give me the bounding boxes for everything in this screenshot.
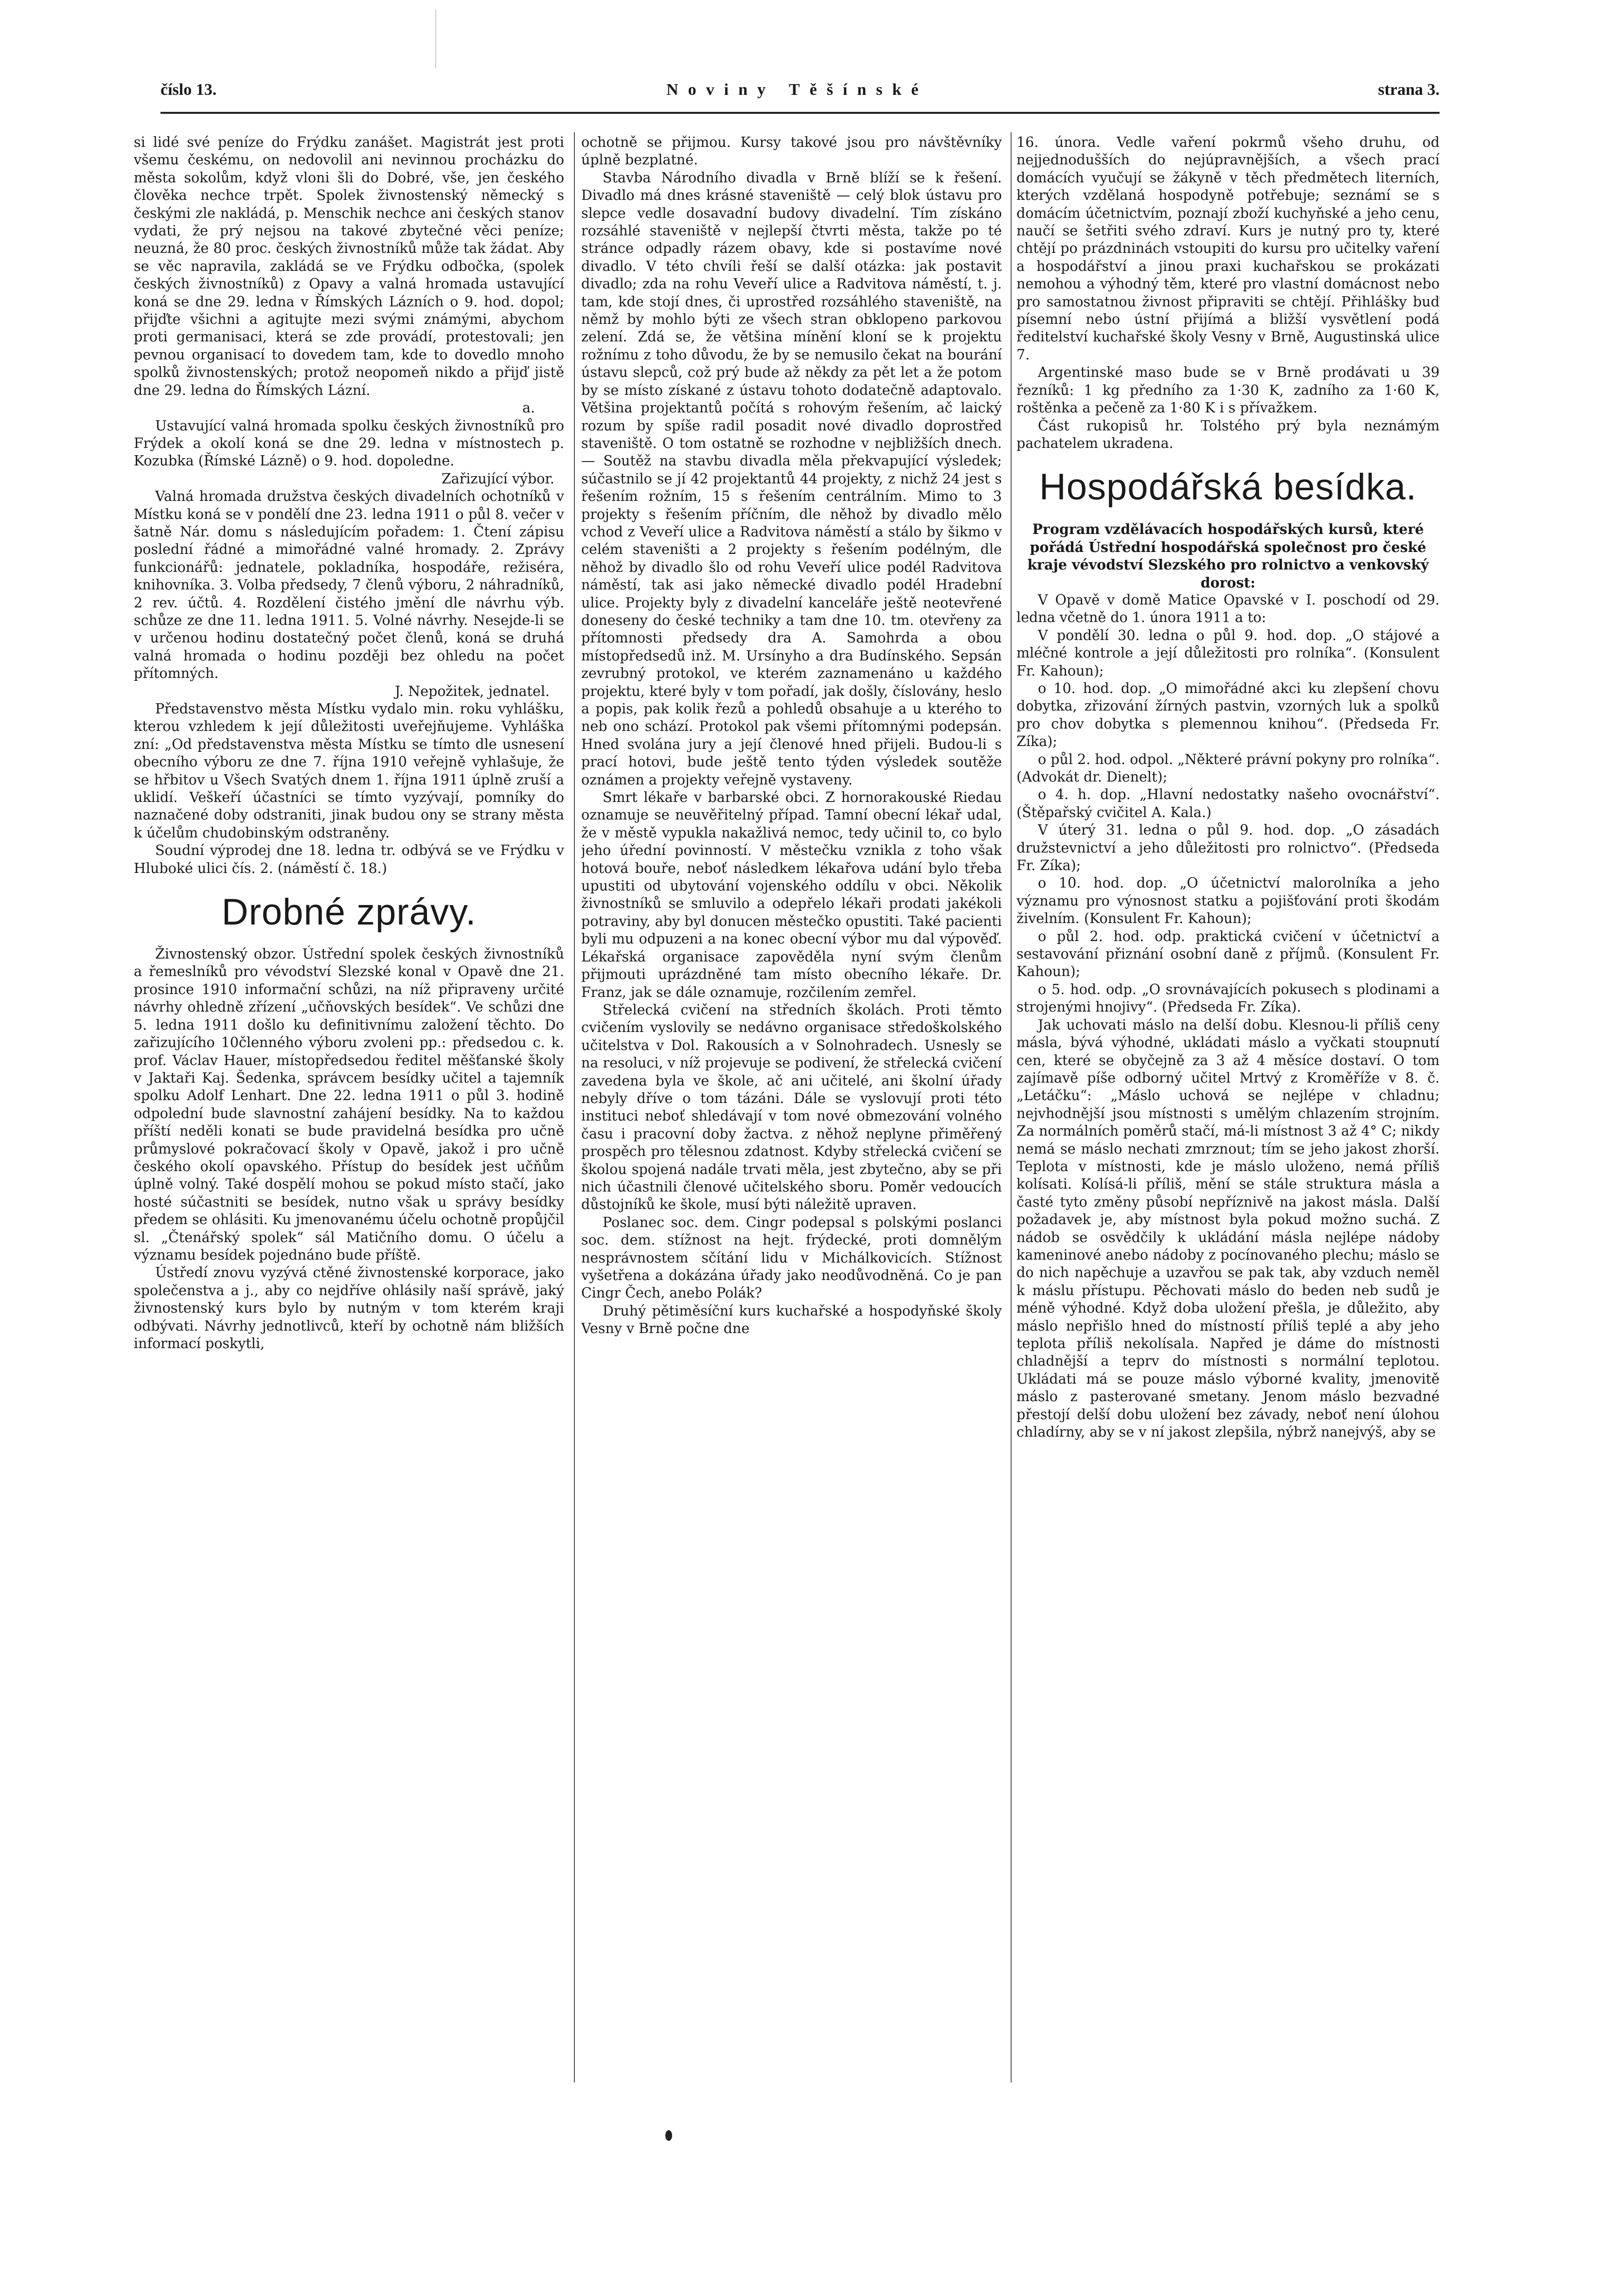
paragraph: Druhý pětiměsíční kurs kuchařské a hospodyňské školy Vesny v Brně počne dne <box>581 1302 1002 1337</box>
paragraph: Část rukopisů hr. Tolstého prý byla neznámým pachatelem ukradena. <box>1016 417 1440 451</box>
issue-number: číslo 13. <box>160 81 217 99</box>
paragraph: Soudní výprodej dne 18. ledna tr. odbývá se ve Frýdku v Hluboké ulici čís. 2. (náměstí č. 18.) <box>134 842 564 876</box>
paragraph: V pondělí 30. ledna o půl 9. hod. dop. „O stájové a mléčné kontrole a její důležitosti pro rolníka“. (Konsulent Fr. Kahoun); <box>1016 627 1440 679</box>
paragraph: Smrt lékaře v barbarské obci. Z hornorakouské Riedau oznamuje se neuvěřitelný případ. Tamní obecní lékař udal, že v městě vypukla nakažlivá nemoc, tedy učinil to, co bylo jeho úřední povinností. V městečku vznikla z toho však hotová bouře, neboť následkem lékařova udání bylo třeba upustiti od ubytování vojenského oddílu v obci. Několik živnostníků se smluvilo a odepřelo lékaři prodati jakékoli potraviny, aby byl donucen městečko opustiti. Také pacienti byli mu odpuzeni a na konec obecní výbor mu dal výpověď. Lékařská organisace zapověděla nyní svým členům přijmouti uprázdněné tam místo obecního lékaře. Dr. Franz, jak se dále oznamuje, rozčilením zemřel. <box>581 789 1002 1000</box>
column-2 <box>581 134 1002 2084</box>
header-rule <box>160 112 1440 114</box>
paragraph: o 4. h. dop. „Hlavní nedostatky našeho ovocnářství“. (Štěpařský cvičitel A. Kala.) <box>1016 786 1440 820</box>
paragraph: Ustavující valná hromada spolku českých živnostníků pro Frýdek a okolí koná se dne 29. ledna v místnostech p. Kozubka (Římské Lázně) o 9. hod. dopoledne. <box>134 417 564 469</box>
paragraph: si lidé své peníze do Frýdku zanášet. Magistrát jest proti všemu českému, on nedovolil ani nevinnou procházku do města sokolům, když vloni šli do Dobré, vše, jen českého člověka nechce trpět. Spolek živnostenský německý s českými zle nakládá, p. Menschik nechce ani českých stanov vydati, že prý nejsou na takové zbytečné věci peníze; neuzná, že 80 proc. českých živnostníků může tak žádat. Aby se věc napravila, zakládá se ve Frýdku odbočka, (spolek českých živnostníků) z Opavy a valná hromada ustavující koná se dne 29. ledna v Římských Lázních o 9. hod. dopol; přijďte všichni a agitujte mezi svými známými, abychom proti germanisaci, která se zde provádí, protestovali; jen pevnou organisací to dovedem tam, kde to dovedlo mnoho spolků živnostenských; protož neopomeň nikdo a přijď jistě dne 29. ledna do Římských Lázní. <box>134 134 564 398</box>
print-mark <box>665 2130 672 2141</box>
scan-mark <box>435 10 439 68</box>
signature: a. <box>522 400 535 416</box>
signature: Zařizující výbor. <box>441 470 554 487</box>
paragraph: Ústředí znovu vyzývá ctěné živnostenské korporace, jako společenstva a j., aby co nejdříve ohlásily naší správě, jaký živnostenský kurs bylo by nutným v tom kterém kraji odbývati. Návrhy jednotlivců, kteří by ochotně nám bližších informací poskytli, <box>134 1264 564 1352</box>
paragraph: 16. února. Vedle vaření pokrmů všeho druhu, od nejjednodušších do nejúpravnějších, a všech prací domácích vyučují se žákyně v těch předmětech literních, kterých vzdělaná hospodyně potřebuje; seznámí se s domácím účetnictvím, poznají zboží kuchyňské a jeho cenu, naučí se šetřiti svého zdraví. Kurs je nutný pro ty, které chtějí po prázdninách vstoupiti do kursu pro učitelky vaření a hospodářství a jinou praxi kuchařskou se prokázati nemohou a výhodný těm, které pro vlastní domácnost nebo pro samostatnou živnost připraviti se chtějí. Přihlášky buď písemní nebo ústní přijímá a bližší vysvětlení podá ředitelství kuchařské školy Vesny v Brně, Augustinská ulice 7. <box>1016 134 1440 363</box>
paragraph: V Opavě v domě Matice Opavské v I. poschodí od 29. ledna včetně do 1. února 1911 a to: <box>1016 591 1440 626</box>
column-rule <box>574 132 575 2082</box>
section-title-hospodarska-besidka: Hospodářská besídka. <box>1039 466 1417 508</box>
signature: J. Nepožitek, jednatel. <box>394 683 550 699</box>
newspaper-title: Noviny Těšínské <box>666 81 928 99</box>
paragraph: o 5. hod. odp. „O srovnávajících pokusech s plodinami a strojenými hnojivy“. (Předseda Fr. Zíka). <box>1016 981 1440 1015</box>
section-title-drobne-zpravy: Drobné zprávy. <box>221 891 477 933</box>
paragraph: Valná hromada družstva českých divadelních ochotníků v Místku koná se v pondělí dne 23. ledna 1911 o půl 8. večer v šatně Nár. domu s následujícím pořadem: 1. Čtení zápisu poslední řádné a mimořádné valné hromady. 2. Zprávy funkcionářů: jednatele, pokladníka, hospodáře, režiséra, knihovníka. 3. Volba předsedy, 7 členů výboru, 2 náhradníků, 2 rev. účtů. 4. Rozdělení čistého jmění dle návrhu výb. schůze ze dne 11. ledna 1911. 5. Volné návrhy. Nesejde-li se v určenou hodinu dostatečný počet členů, koná se druhá valná hromada o hodinu později bez ohledu na počet přítomných. <box>134 488 564 682</box>
paragraph: o půl 2. hod. odpol. „Některé právní pokyny pro rolníka“. (Advokát dr. Dienelt); <box>1016 751 1440 785</box>
paragraph: Jak uchovati máslo na delší dobu. Klesnou-li příliš ceny másla, bývá výhodné, ukládati máslo a vyčkati stoupnutí cen, které se obyčejně za 3 až 4 měsíce dostaví. O tom zajímavě píše odborný učitel Mrtvý z Kroměříže v 8. č. „Letáčku“: „Máslo uchová se nejlépe v chladnu; nejvhodnější jsou místnosti s umělým chlazením strojním. Za normálních poměrů stačí, má-li místnost 3 až 4° C; nikdy nemá se máslo nechati zmrznout; tím se jeho jakost zhorší. Teplota v místnosti, kde je máslo uloženo, nemá příliš kolísati. Kolísá-li příliš, mění se stále struktura másla a časté tyto změny působí nepříznivě na jakost másla. Další požadavek je, aby místnost byla pokud možno suchá. Z nádob se osvědčily k ukládání másla nejlépe nádoby kameninové anebo nádoby z pocínovaného plechu; máslo se do nich napěchuje a uzavřou se pak tak, aby vzduch neměl k máslu přístupu. Pěchovati máslo do beden neb sudů je méně výhodné. Když doba uložení přešla, je důležito, aby máslo nepřišlo hned do místností příliš teplé a aby jeho teplota příliš nekolísala. Napřed je dáme do místnosti chladnější a teprv do místnosti s normální teplotou. Ukládati má se pouze máslo výborné kvality, jmenovitě máslo z pasterované smetany. Jenom máslo bezvadné přestojí delší dobu uložení bez závady, neboť není úlohou chladírny, aby se v ní jakost zlepšila, nýbrž nanejvýš, aby se <box>1016 1016 1440 1441</box>
paragraph: Živnostenský obzor. Ústřední spolek českých živnostníků a řemeslníků pro vévodství Slezské konal v Opavě dne 21. prosince 1910 informační schůzi, na níž připraveny určité návrhy ohledně zřízení „učňovských besídek“. Ve schůzi dne 5. ledna 1911 došlo ku definitivnímu založení těchto. Do zařizujícího 10členného výboru zvoleni pp.: předsedou c. k. prof. Václav Hauer, místopředsedou ředitel měšťanské školy v Jaktaři Kaj. Šedenka, správcem besídky učitel a tajemník spolku Adolf Lenhart. Dne 22. ledna 1911 o půl 3. hodině odpolední bude slavnostní zahájení besídky. Na to každou příští neděli konati se bude pravidelná besídka pro učně průmyslové pokračovací školy v Opavě, jakož i pro učně českého okolí opavského. Přístup do besídek jest učňům úplně volný. Také dospělí mohou se pokud místo stačí, jako hosté súčastniti se besídek, nutno však u správy besídky předem se ohlásiti. Ku jmenovanému účelu ochotně propůjčil sl. „Čtenářský spolek“ sál Matičního domu. O účelu a významu besídek pojednáno bude příště. <box>134 946 564 1263</box>
paragraph: Představenstvo města Místku vydalo min. roku vyhlášku, kterou vzhledem k její důležitosti uveřejňujeme. Vyhláška zní: „Od představenstva města Místku se tímto dle usnesení obecního výboru ze dne 7. října 1910 veřejně vyhlašuje, že se hřbitov u Všech Svatých dnem 1. října 1911 úplně zruší a uklidí. Veškeří účastníci se tímto vyzývají, pomníky do naznačené doby odstraniti, jinak budou ony se strany města k účelům chudobinským odstraněny. <box>134 701 564 841</box>
column-1 <box>134 134 564 2084</box>
page-header <box>160 73 1440 107</box>
column-rule <box>1011 132 1012 2082</box>
page-number: strana 3. <box>1378 81 1440 99</box>
column-3 <box>1016 134 1440 2084</box>
paragraph: o půl 2. hod. odp. praktická cvičení v účetnictví a sestavování přiznání osobní daně z příjmů. (Konsulent Fr. Kahoun); <box>1016 928 1440 980</box>
paragraph: o 10. hod. dop. „O mimořádné akci ku zlepšení chovu dobytka, zřizování žírných pastvin, vzorných luk a spolků pro chov dobytka s plemennou knihou“. (Předseda Fr. Zíka); <box>1016 680 1440 750</box>
paragraph: o 10. hod. dop. „O účetnictví malorolníka a jeho významu pro výnosnost statku a pojišťování proti škodám živelním. (Konsulent Fr. Kahoun); <box>1016 875 1440 927</box>
paragraph: Střelecká cvičení na středních školách. Proti těmto cvičením vyslovily se nedávno organisace středoškolského učitelstva v Dol. Rakousích a v Solnohradech. Usnesly se na resoluci, v níž projevuje se podivení, že střelecká cvičení zavedena byla ve škole, ač ani učitelé, ani školní úřady nebyly dříve o tom tázáni. Dále se vyslovují proti této instituci neboť shledávají v tom nové obmezování volného času i pracovní doby žactva. z něhož neplyne přiměřený prospěch pro tělesnou zdatnost. Kdyby střelecká cvičení se školou spojená nadále trvati měla, jest zbytečno, aby se při nich účastnili členové učitelského sboru. Poměr vedoucích důstojníků ke škole, musí býti náležitě upraven. <box>581 1001 1002 1213</box>
program-heading: Program vzdělávacích hospodářských kursů, které pořádá Ústřední hospodářská společnost pro české kraje vévodství Slezského pro rolnictvo a venkovský dorost: <box>1027 521 1429 591</box>
paragraph: ochotně se přijmou. Kursy takové jsou pro návštěvníky úplně bezplatné. <box>581 134 1002 168</box>
paragraph: Poslanec soc. dem. Cingr podepsal s polskými poslanci soc. dem. stížnost na hejt. frýdecké, proti domnělým nesprávnostem sčítání lidu v Michálkovicích. Stížnost vyšetřena a dokázána úřady jako neodůvodněná. Co je pan Cingr Čech, anebo Polák? <box>581 1214 1002 1301</box>
paragraph: Argentinské maso bude se v Brně prodávati u 39 řezníků: 1 kg předního za 1·30 K, zadního za 1·60 K, roštěnka a pečeně za 1·80 K i s přívažkem. <box>1016 364 1440 416</box>
paragraph: Stavba Národního divadla v Brně blíží se k řešení. Divadlo má dnes krásné staveniště — celý blok ústavu pro slepce vedle dosavadní budovy divadelní. Tím získáno rozsáhlé staveniště v nejlepší čtvrti města, takže po té stránce odpadly rázem obavy, kde si postavíme nové divadlo. V této chvíli řeší se další otázka: jak postavit divadlo; zda na rohu Veveří ulice a Radvitova náměstí, t. j. tam, kde stojí dnes, či uprostřed rozsáhlého staveniště, na němž by mohlo býti ze všech stran obklopeno parkovou zelení. Zdá se, že většina mínění kloní se k projektu rožnímu z toho důvodu, že by se nemusilo čekat na bourání ústavu slepců, což prý bude až někdy za pět let a že potom by se místo získané z ústavu tohoto dodatečně adaptovalo. Většina projektantů počítá s rohovým řešením, ač laický rozum by spíše radil posadit nové divadlo doprostřed staveniště. O tom ostatně se rozhodne v nejbližších dnech. — Soutěž na stavbu divadla měla překvapující výsledek; súčastnilo se jí 42 projektantů 44 projekty, z nichž 24 jest s řešením rožním, 15 s řešením centrálním. Mimo to 3 projekty s řešením příčním, dle něhož by divadlo mělo vchod z Veveří ulice a Radvitova náměstí a stálo by šikmo v celém staveništi a 2 projekty s řešením podélným, dle něhož by divadlo šlo od rohu Veveří ulice podél Radvitova náměstí, tak asi jako německé divadlo podél Hradební ulice. Projekty byly z divadelní kanceláře ještě neotevřené doneseny do české techniky a tam dne 10. tm. otevřeny za přítomnosti předsedy dra A. Samohrda a obou místopředsedů inž. M. Ursínyho a dra Budínského. Sepsán zevrubný protokol, ve kterém zaznamenáno u každého projektu, které byly v tom pořadí, jak došly, číslovány, heslo a popis, pak kolik řezů a pohledů obsahuje a u kterého to neb ono schází. Protokol pak všemi přítomnými podepsán. Hned svolána jury a její členové hned přijeli. Budou-li s prací hotovi, bude ještě tento týden výsledek soutěže oznámen a projekty veřejně vystaveny. <box>581 169 1002 788</box>
paragraph: V úterý 31. ledna o půl 9. hod. dop. „O zásadách družstevnictví a jeho důležitosti pro rolnictvo“. (Předseda Fr. Zíka); <box>1016 822 1440 874</box>
